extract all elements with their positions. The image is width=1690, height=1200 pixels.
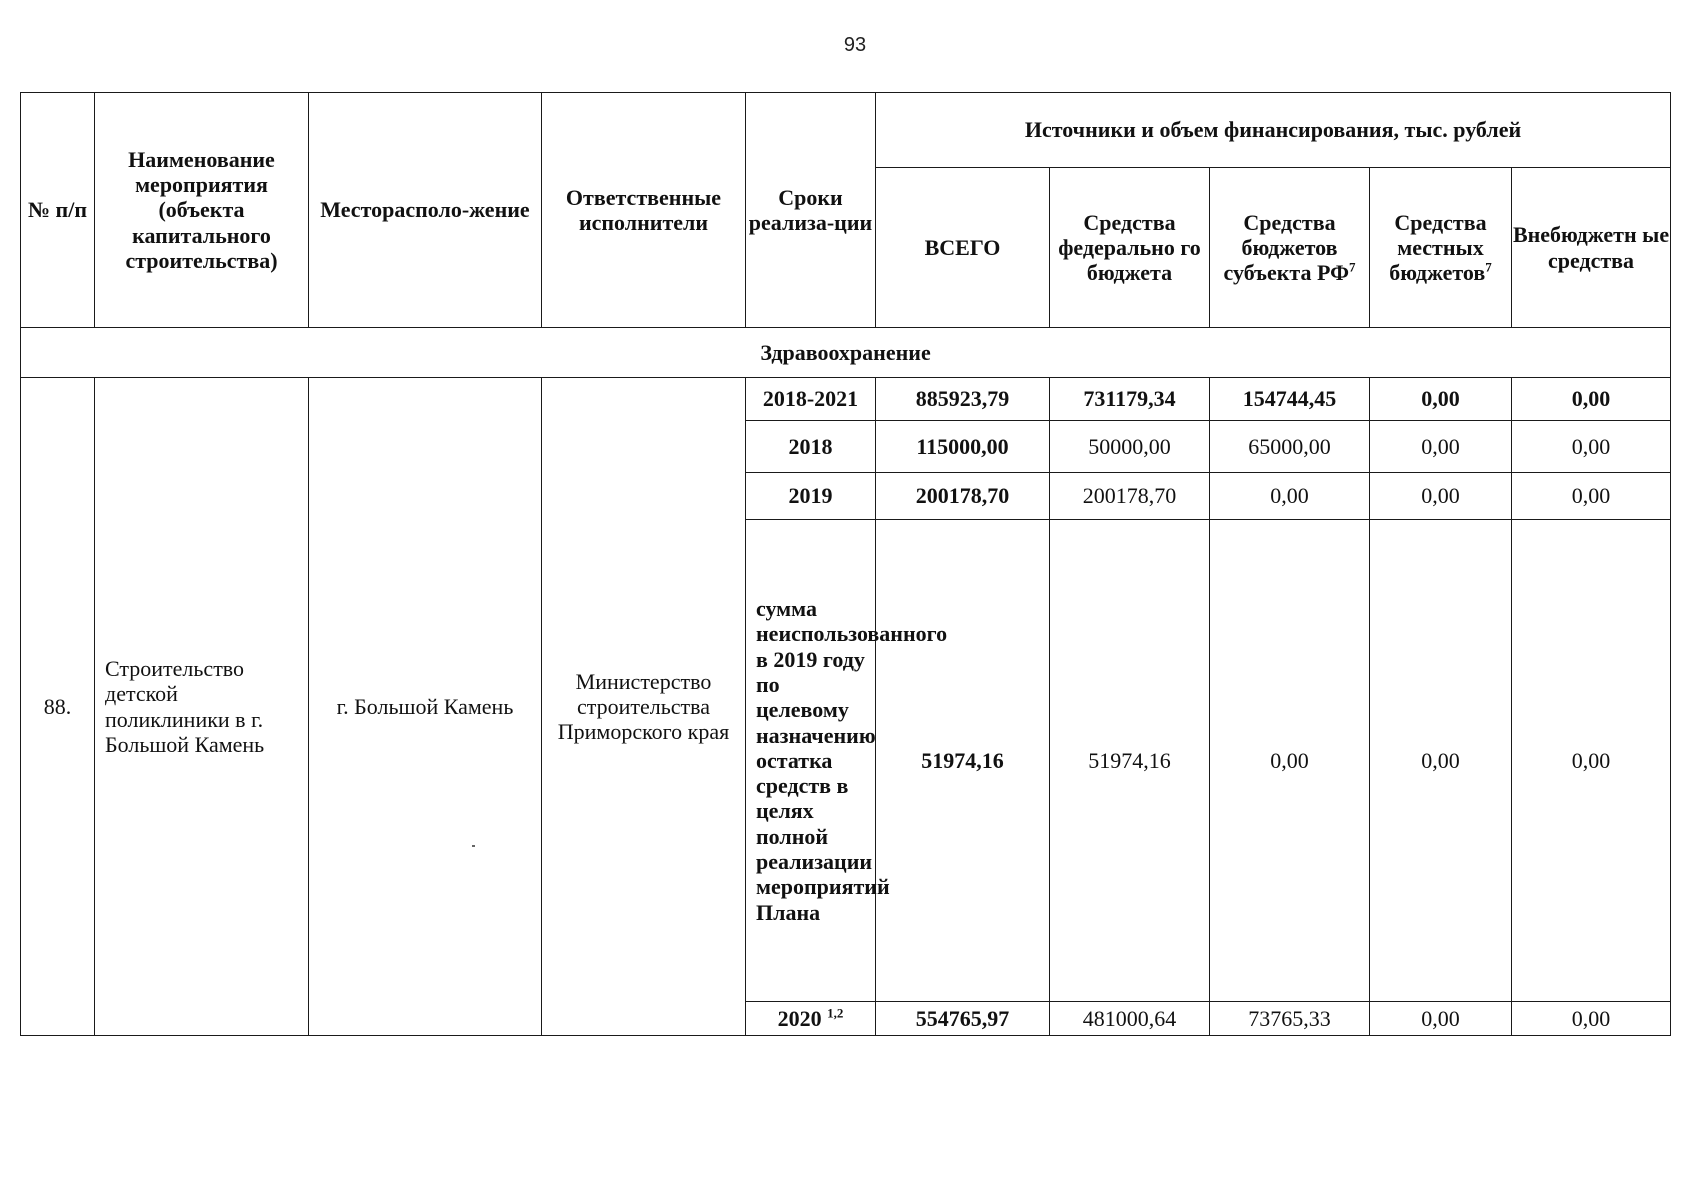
federal-cell: 50000,00 [1050,421,1210,473]
total-cell: 115000,00 [876,421,1050,473]
item-location: г. Большой Камень [309,378,542,1036]
local-cell: 0,00 [1370,473,1512,520]
total-cell: 200178,70 [876,473,1050,520]
offbudget-cell: 0,00 [1512,421,1671,473]
total-cell: 51974,16 [876,520,1050,1002]
header-local-label: Средства местных бюджетов [1389,209,1487,286]
local-cell: 0,00 [1370,520,1512,1002]
local-cell: 0,00 [1370,421,1512,473]
period-note-cell: сумма неиспользованного в 2019 году по целевому назначению остатка средств в целях полной реализации мероприятий Плана [746,520,876,1002]
item-executor: Министерство строительства Приморского края [542,378,746,1036]
item-number: 88. [21,378,95,1036]
total-cell: 554765,97 [876,1002,1050,1036]
federal-cell: 731179,34 [1050,378,1210,421]
table-row [21,378,1671,421]
period-cell: 2019 [746,473,876,520]
scan-speck [472,845,475,847]
subject-cell: 154744,45 [1210,378,1370,421]
financing-table [20,92,1671,1036]
period-footnote: 1,2 [827,1005,844,1021]
section-title: Здравоохранение [21,328,1671,378]
total-cell: 885923,79 [876,378,1050,421]
subject-cell: 65000,00 [1210,421,1370,473]
item-name: Строительство детской поликлиники в г. Большой Камень [95,378,309,1036]
header-period: Сроки реализа-ции [746,93,876,328]
subject-cell: 0,00 [1210,473,1370,520]
offbudget-cell: 0,00 [1512,1002,1671,1036]
local-cell: 0,00 [1370,1002,1512,1036]
federal-cell: 51974,16 [1050,520,1210,1002]
header-subject-label: Средства бюджетов субъекта РФ [1223,209,1349,286]
period-cell: 2018 [746,421,876,473]
offbudget-cell: 0,00 [1512,473,1671,520]
subject-cell: 73765,33 [1210,1002,1370,1036]
header-offbudget: Внебюджетн ые средства [1512,168,1671,328]
header-local-footnote: 7 [1485,259,1492,275]
local-cell: 0,00 [1370,378,1512,421]
subject-cell: 0,00 [1210,520,1370,1002]
header-local [1370,168,1512,328]
period-label: 2020 [777,1005,822,1031]
header-subject-footnote: 7 [1348,259,1356,275]
federal-cell: 200178,70 [1050,473,1210,520]
header-financing-group: Источники и объем финансирования, тыс. рублей [876,93,1671,168]
page-number: 93 [843,34,867,56]
header-total: ВСЕГО [876,168,1050,328]
offbudget-cell: 0,00 [1512,520,1671,1002]
period-cell: 2018-2021 [746,378,876,421]
header-name: Наименование мероприятия (объекта капитального строительства) [95,93,309,328]
offbudget-cell: 0,00 [1512,378,1671,421]
header-subject [1210,168,1370,328]
federal-cell: 481000,64 [1050,1002,1210,1036]
period-cell [746,1002,876,1036]
header-federal: Средства федерально го бюджета [1050,168,1210,328]
header-location: Месторасполо-жение [309,93,542,328]
header-executors: Ответственные исполнители [542,93,746,328]
header-num: № п/п [21,93,95,328]
